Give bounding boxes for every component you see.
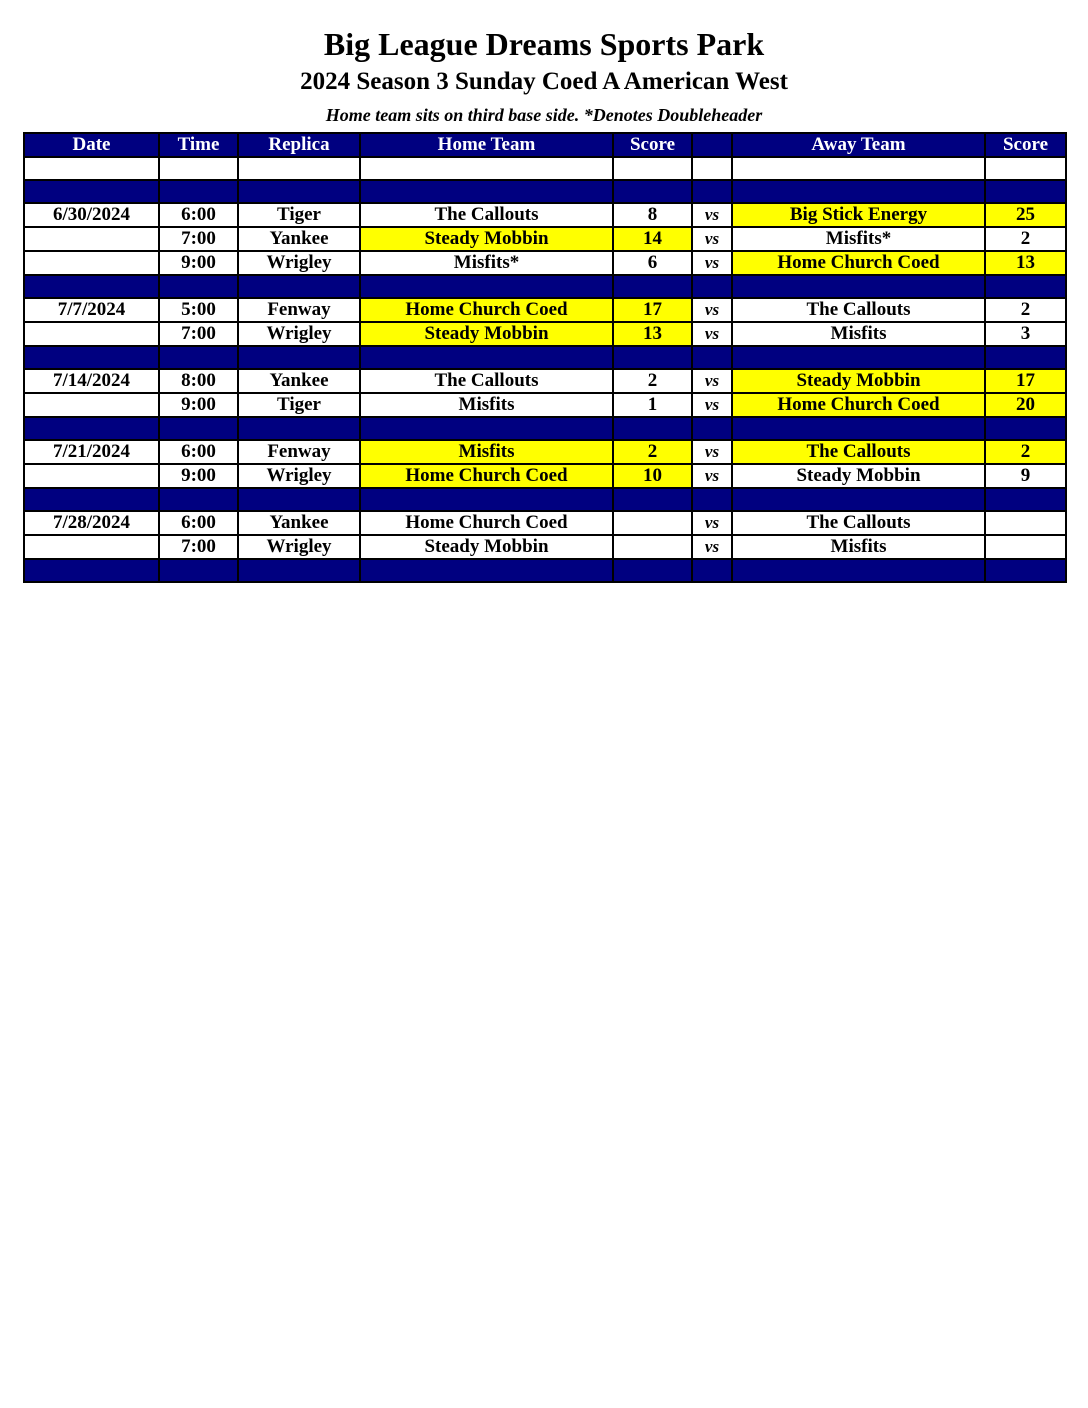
column-header-home-score: Score xyxy=(613,133,692,157)
header-row xyxy=(24,133,1066,157)
home-score: 2 xyxy=(613,440,692,464)
game-replica: Tiger xyxy=(238,393,360,417)
away-team: Steady Mobbin xyxy=(732,369,985,393)
game-time: 7:00 xyxy=(159,322,238,346)
away-team: The Callouts xyxy=(732,440,985,464)
game-date xyxy=(24,251,159,275)
game-time: 9:00 xyxy=(159,393,238,417)
vs-label: vs xyxy=(692,464,732,488)
game-time: 6:00 xyxy=(159,203,238,227)
game-row xyxy=(24,369,1066,393)
page-subtitle: 2024 Season 3 Sunday Coed A American West xyxy=(300,68,788,95)
home-team: Steady Mobbin xyxy=(360,227,613,251)
vs-label: vs xyxy=(692,298,732,322)
home-team: The Callouts xyxy=(360,369,613,393)
week-separator xyxy=(24,488,1066,511)
game-replica: Wrigley xyxy=(238,464,360,488)
game-time: 9:00 xyxy=(159,251,238,275)
home-team: Misfits xyxy=(360,393,613,417)
week-separator xyxy=(24,180,1066,203)
vs-label: vs xyxy=(692,440,732,464)
column-header-home-team: Home Team xyxy=(360,133,613,157)
away-team: Misfits xyxy=(732,322,985,346)
game-row xyxy=(24,203,1066,227)
home-score xyxy=(613,511,692,535)
column-header-vs xyxy=(692,133,732,157)
vs-label: vs xyxy=(692,393,732,417)
game-replica: Tiger xyxy=(238,203,360,227)
home-team: Home Church Coed xyxy=(360,298,613,322)
game-date xyxy=(24,322,159,346)
game-date xyxy=(24,393,159,417)
game-date: 7/7/2024 xyxy=(24,298,159,322)
away-score: 2 xyxy=(985,227,1066,251)
game-replica: Yankee xyxy=(238,369,360,393)
away-team: Steady Mobbin xyxy=(732,464,985,488)
away-team: Home Church Coed xyxy=(732,251,985,275)
week-separator xyxy=(24,346,1066,369)
game-row xyxy=(24,227,1066,251)
game-date: 6/30/2024 xyxy=(24,203,159,227)
away-team: The Callouts xyxy=(732,511,985,535)
column-header-away-score: Score xyxy=(985,133,1066,157)
vs-label: vs xyxy=(692,322,732,346)
vs-label: vs xyxy=(692,203,732,227)
game-replica: Yankee xyxy=(238,227,360,251)
home-score: 6 xyxy=(613,251,692,275)
away-score: 2 xyxy=(985,298,1066,322)
game-date: 7/28/2024 xyxy=(24,511,159,535)
away-team: The Callouts xyxy=(732,298,985,322)
home-score: 13 xyxy=(613,322,692,346)
column-header-date: Date xyxy=(24,133,159,157)
week-separator xyxy=(24,559,1066,582)
game-date: 7/14/2024 xyxy=(24,369,159,393)
game-date xyxy=(24,227,159,251)
game-row xyxy=(24,511,1066,535)
home-score: 8 xyxy=(613,203,692,227)
schedule-table xyxy=(23,132,1067,583)
week-separator xyxy=(24,275,1066,298)
home-score: 1 xyxy=(613,393,692,417)
away-score: 25 xyxy=(985,203,1066,227)
home-team: Home Church Coed xyxy=(360,511,613,535)
home-team: Misfits* xyxy=(360,251,613,275)
home-team: Misfits xyxy=(360,440,613,464)
game-time: 6:00 xyxy=(159,511,238,535)
away-score xyxy=(985,511,1066,535)
game-row xyxy=(24,298,1066,322)
away-score: 3 xyxy=(985,322,1066,346)
away-score: 20 xyxy=(985,393,1066,417)
game-time: 7:00 xyxy=(159,535,238,559)
away-team: Misfits xyxy=(732,535,985,559)
game-date: 7/21/2024 xyxy=(24,440,159,464)
game-replica: Fenway xyxy=(238,440,360,464)
away-score: 2 xyxy=(985,440,1066,464)
home-team: Home Church Coed xyxy=(360,464,613,488)
page-title: Big League Dreams Sports Park xyxy=(323,26,765,62)
game-replica: Wrigley xyxy=(238,535,360,559)
game-row xyxy=(24,322,1066,346)
week-separator xyxy=(24,417,1066,440)
home-team: Steady Mobbin xyxy=(360,535,613,559)
away-team: Misfits* xyxy=(732,227,985,251)
blank-row xyxy=(24,157,1066,180)
game-time: 6:00 xyxy=(159,440,238,464)
vs-label: vs xyxy=(692,369,732,393)
game-date xyxy=(24,464,159,488)
away-score: 13 xyxy=(985,251,1066,275)
game-replica: Wrigley xyxy=(238,251,360,275)
home-score: 17 xyxy=(613,298,692,322)
column-header-time: Time xyxy=(159,133,238,157)
schedule-note: Home team sits on third base side. *Denotes Doubleheader xyxy=(325,105,763,125)
game-replica: Wrigley xyxy=(238,322,360,346)
game-row xyxy=(24,440,1066,464)
vs-label: vs xyxy=(692,535,732,559)
home-score xyxy=(613,535,692,559)
game-replica: Yankee xyxy=(238,511,360,535)
vs-label: vs xyxy=(692,251,732,275)
home-score: 14 xyxy=(613,227,692,251)
game-row xyxy=(24,464,1066,488)
home-team: Steady Mobbin xyxy=(360,322,613,346)
game-replica: Fenway xyxy=(238,298,360,322)
game-time: 9:00 xyxy=(159,464,238,488)
game-time: 5:00 xyxy=(159,298,238,322)
home-score: 2 xyxy=(613,369,692,393)
vs-label: vs xyxy=(692,227,732,251)
away-score: 17 xyxy=(985,369,1066,393)
away-team: Big Stick Energy xyxy=(732,203,985,227)
column-header-away-team: Away Team xyxy=(732,133,985,157)
game-row xyxy=(24,535,1066,559)
away-team: Home Church Coed xyxy=(732,393,985,417)
home-score: 10 xyxy=(613,464,692,488)
away-score xyxy=(985,535,1066,559)
game-date xyxy=(24,535,159,559)
column-header-replica: Replica xyxy=(238,133,360,157)
game-time: 8:00 xyxy=(159,369,238,393)
game-row xyxy=(24,251,1066,275)
vs-label: vs xyxy=(692,511,732,535)
game-row xyxy=(24,393,1066,417)
away-score: 9 xyxy=(985,464,1066,488)
home-team: The Callouts xyxy=(360,203,613,227)
game-time: 7:00 xyxy=(159,227,238,251)
